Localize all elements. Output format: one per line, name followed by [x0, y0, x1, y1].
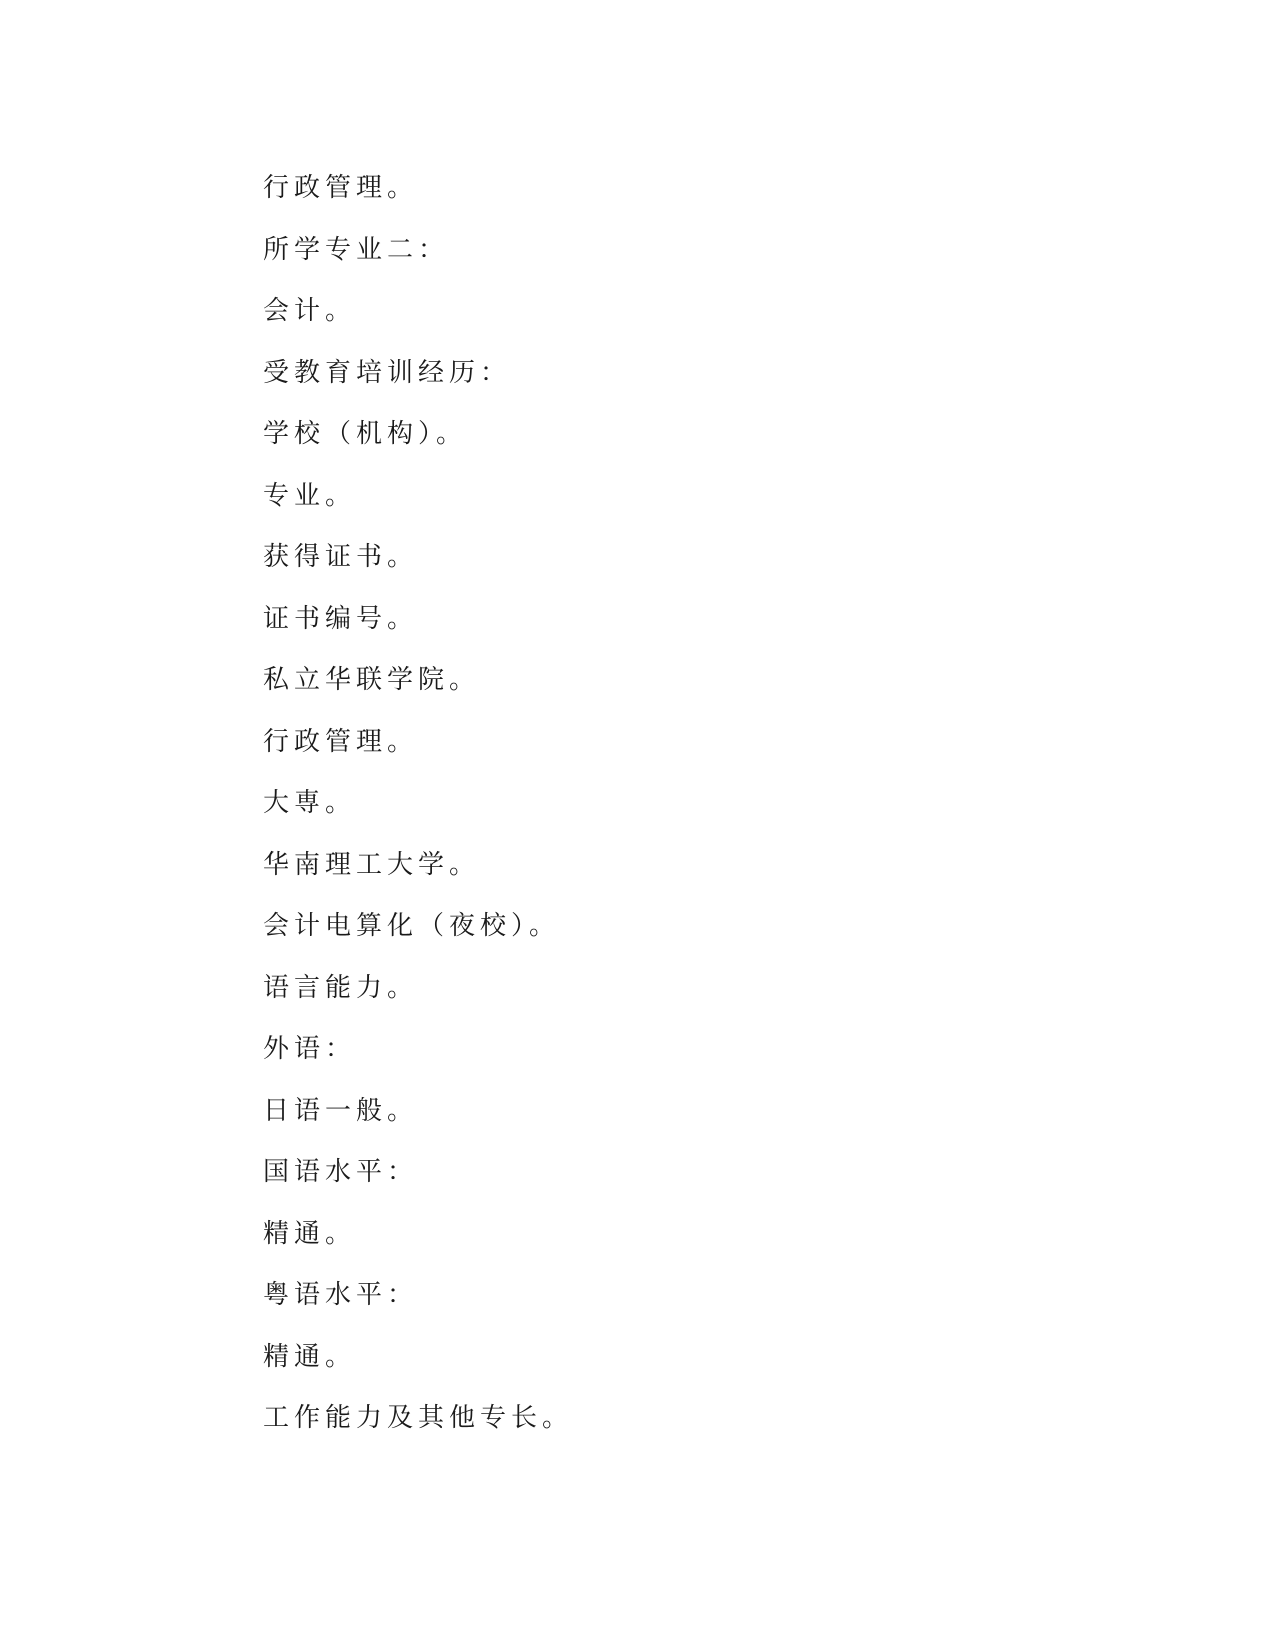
text-line: 工作能力及其他专长。: [263, 1403, 574, 1433]
text-line: 受教育培训经历：: [263, 357, 512, 388]
text-line: 外语：: [263, 1034, 357, 1064]
text-line: 会计。: [263, 296, 357, 326]
text-line: 私立华联学院。: [263, 665, 481, 695]
text-line: 学校（机构）。: [263, 419, 468, 449]
text-line: 国语水平：: [263, 1157, 419, 1187]
text-line: 行政管理。: [263, 726, 419, 757]
text-line: 精通。: [263, 1218, 357, 1249]
text-line: 证书编号。: [263, 603, 419, 634]
text-line: 获得证书。: [263, 542, 419, 572]
text-line: 会计电算化（夜校）。: [263, 911, 561, 941]
text-line: 语言能力。: [263, 972, 419, 1003]
text-line: 华南理工大学。: [263, 849, 481, 880]
text-line: 大専。: [263, 788, 357, 818]
text-line: 粤语水平：: [263, 1280, 419, 1310]
text-line: 日语一般。: [263, 1095, 419, 1126]
text-line: 行政管理。: [263, 173, 419, 203]
text-line: 精通。: [263, 1341, 357, 1372]
text-line: 专业。: [263, 480, 357, 511]
text-line: 所学专业二：: [263, 234, 450, 265]
document-body: [263, 165, 573, 1457]
